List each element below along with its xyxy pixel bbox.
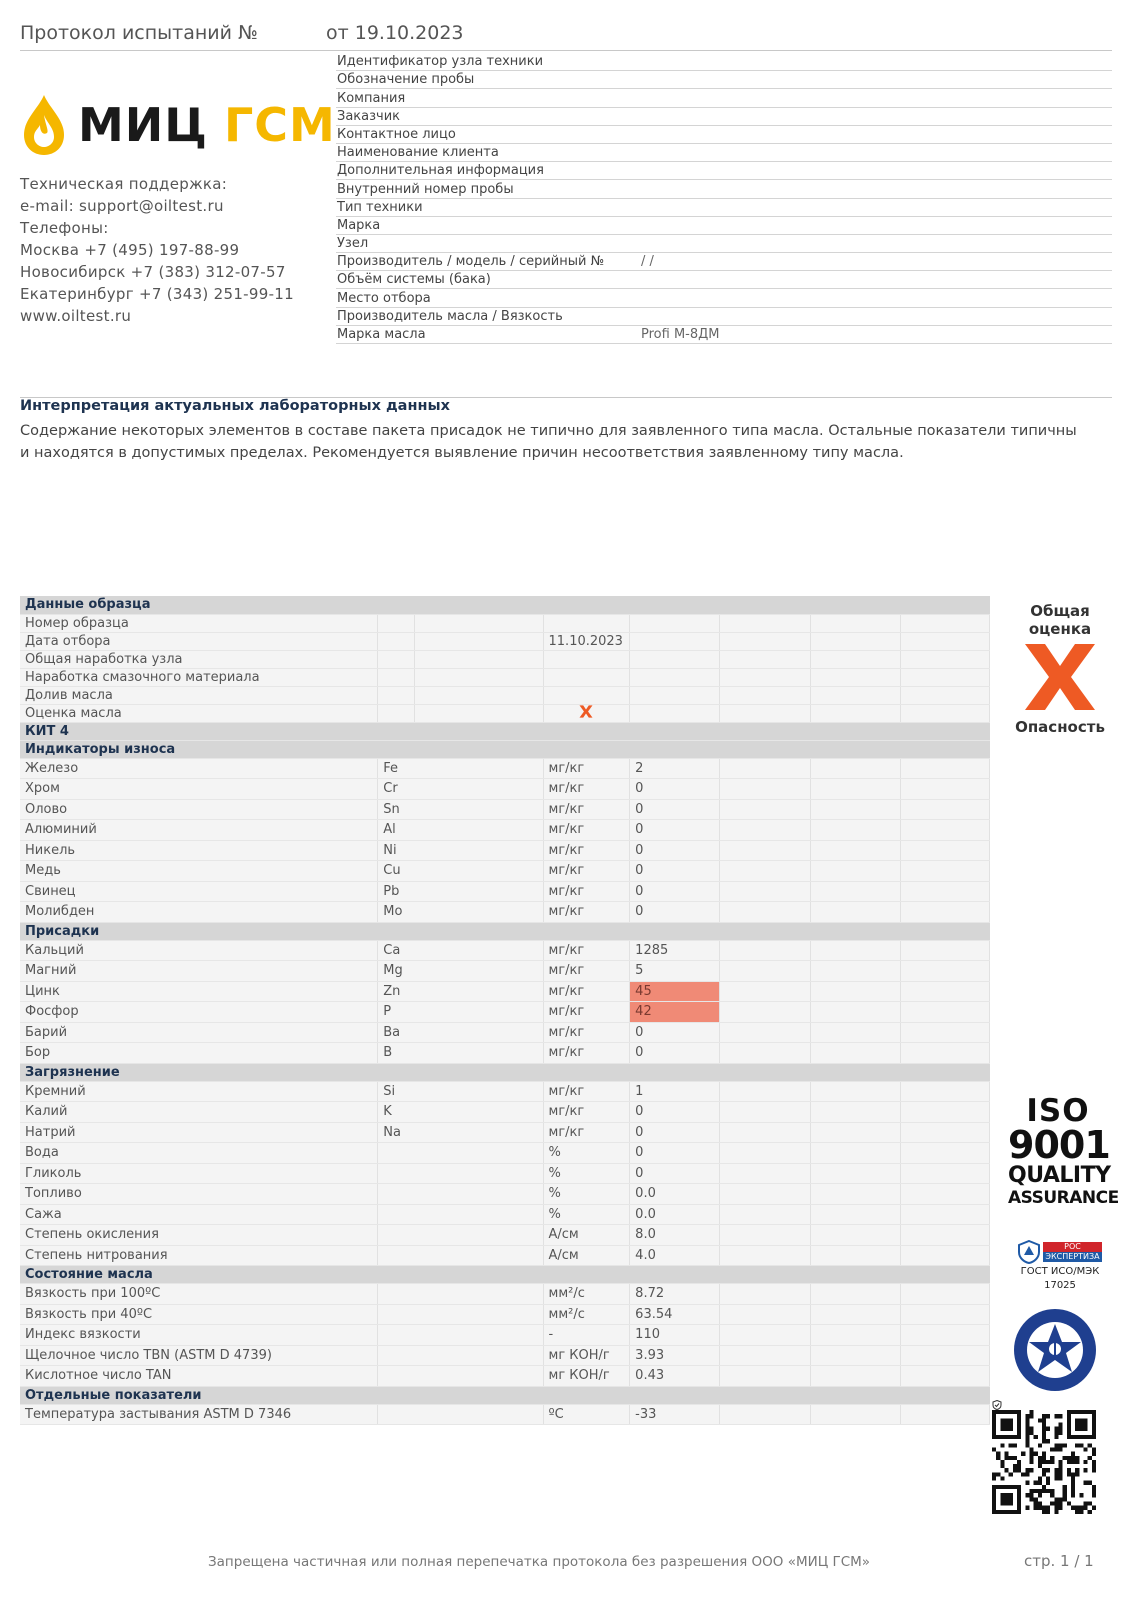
row-symbol: B [378,1043,414,1064]
row-unit: % [543,1163,630,1184]
row-label: Цинк [20,981,378,1002]
ros-shield-icon [1018,1240,1040,1264]
row-unit: мм²/с [543,1284,630,1305]
info-label: Дополнительная информация [337,163,544,179]
info-row [336,180,1112,198]
row-label: Алюминий [20,820,378,841]
phone-ekaterinburg[interactable]: Екатеринбург +7 (343) 251-99-11 [20,285,294,303]
row-symbol [378,1345,414,1366]
row-value: 8.0 [630,1225,720,1246]
info-row [336,108,1112,126]
row-label: Степень окисления [20,1225,378,1246]
section-header [20,740,990,758]
row-symbol: Zn [378,981,414,1002]
info-row [336,271,1112,289]
row-value: 0 [630,1022,720,1043]
overall-assessment [1000,602,1120,736]
overall-assessment-title: Общая оценка [1028,602,1092,638]
lab-results-table [20,596,990,1425]
row-value: 0 [630,779,720,800]
row-unit: мг/кг [543,940,630,961]
table-row [20,1081,990,1102]
row-unit: мг/кг [543,779,630,800]
table-row [20,1122,990,1143]
row-symbol: Al [378,820,414,841]
footer-copyright-notice: Запрещена частичная или полная перепечатка протокола без разрешения ООО «МИЦ ГСМ» [208,1554,871,1570]
info-label: Внутренний номер пробы [337,181,514,197]
kit-header-cell: КИТ 4 [20,722,990,740]
row-value: 11.10.2023 [543,632,630,650]
protocol-date: от 19.10.2023 [326,22,464,44]
table-row [20,758,990,779]
row-unit: A/см [543,1225,630,1246]
info-row [336,217,1112,235]
info-label: Заказчик [337,108,401,124]
interpretation-line: и находятся в допустимых пределах. Рекомендуется выявление причин несоответствия заявленному типу масла. [20,445,904,461]
row-label: Олово [20,799,378,820]
info-row [336,53,1112,71]
row-unit: мг/кг [543,902,630,923]
phone-novosibirsk[interactable]: Новосибирск +7 (383) 312-07-57 [20,263,286,281]
row-symbol [378,1163,414,1184]
row-unit: мм²/с [543,1304,630,1325]
row-symbol [378,1325,414,1346]
row-symbol: P [378,1002,414,1023]
row-label: Хром [20,779,378,800]
table-row [20,1345,990,1366]
row-unit: мг/кг [543,820,630,841]
section-header-cell: Присадки [20,922,990,940]
info-row [336,71,1112,89]
row-symbol [378,1184,414,1205]
table-row [20,1143,990,1164]
row-symbol: Mo [378,902,414,923]
row-symbol: Ca [378,940,414,961]
maritime-register-seal-icon [1012,1307,1098,1393]
row-unit: - [543,1325,630,1346]
row-label: Магний [20,961,378,982]
row-label: Вязкость при 40ºC [20,1304,378,1325]
table-row [20,614,990,632]
row-value: 0 [630,840,720,861]
phone-moscow[interactable]: Москва +7 (495) 197-88-99 [20,241,240,259]
table-row [20,1404,990,1425]
row-unit: мг/кг [543,1081,630,1102]
page-number: стр. 1 / 1 [1024,1552,1094,1570]
row-label: Вода [20,1143,378,1164]
row-value: 0 [630,799,720,820]
row-label: Сажа [20,1204,378,1225]
table-row [20,961,990,982]
table-row [20,1304,990,1325]
section-header-cell: Отдельные показатели [20,1386,990,1404]
row-unit: мг/кг [543,758,630,779]
section-header [20,1063,990,1081]
row-value: 45 [630,981,720,1002]
table-row [20,668,990,686]
info-row [336,199,1112,217]
row-label: Бор [20,1043,378,1064]
table-row [20,1043,990,1064]
row-label: Индекс вязкости [20,1325,378,1346]
row-value: 0 [630,1102,720,1123]
info-label: Производитель / модель / серийный № [337,254,605,270]
row-unit: % [543,1184,630,1205]
row-value: 0 [630,902,720,923]
row-symbol [378,1284,414,1305]
info-label: Наименование клиента [337,145,499,161]
row-value: 3.93 [630,1345,720,1366]
info-value: Profi М-8ДМ [641,327,720,342]
info-label: Тип техники [337,199,423,215]
section-header [20,1266,990,1284]
ros-expertiza-badge: РОС ЭКСПЕРТИЗА ГОСТ ИСО/МЭК 17025 [1010,1240,1110,1292]
row-label: Молибден [20,902,378,923]
iso-9001-badge: ISO 9001 QUALITY ASSURANCE [1008,1093,1119,1208]
table-row [20,981,990,1002]
table-row [20,1366,990,1387]
row-label: Оценка масла [20,704,378,722]
row-unit: мг КОН/г [543,1366,630,1387]
row-value: 110 [630,1325,720,1346]
row-symbol: Na [378,1122,414,1143]
table-row [20,632,990,650]
row-symbol: K [378,1102,414,1123]
table-row [20,902,990,923]
section-header-cell: Индикаторы износа [20,740,990,758]
row-value: 1 [630,1081,720,1102]
info-label: Производитель масла / Вязкость [337,308,563,324]
row-symbol: Fe [378,758,414,779]
table-row [20,779,990,800]
info-row [336,144,1112,162]
table-row [20,1102,990,1123]
website-link[interactable]: www.oiltest.ru [20,307,132,325]
row-label: Долив масла [20,686,378,704]
row-value: 0.0 [630,1184,720,1205]
row-value: 0 [630,1163,720,1184]
row-value [543,686,630,704]
logo-text-gsm: ГСМ [223,98,336,152]
section-header [20,922,990,940]
row-unit: % [543,1143,630,1164]
row-label: Никель [20,840,378,861]
info-row [336,326,1112,344]
support-title: Техническая поддержка: [20,175,228,193]
interpretation-line: Содержание некоторых элементов в составе пакета присадок не типично для заявленного типа масла. Остальные показатели типичны [20,423,1077,439]
row-symbol: Cu [378,861,414,882]
row-symbol [378,1304,414,1325]
table-row [20,1284,990,1305]
verification-qr[interactable] [992,1400,1106,1518]
row-label: Кальций [20,940,378,961]
row-symbol: Ba [378,1022,414,1043]
row-label: Общая наработка узла [20,650,378,668]
row-value: 0 [630,881,720,902]
row-symbol [378,1204,414,1225]
table-row [20,940,990,961]
danger-x-icon [1023,642,1097,712]
table-row [20,686,990,704]
row-label: Щелочное число TBN (ASTM D 4739) [20,1345,378,1366]
shield-check-icon [992,1400,1002,1410]
phones-label: Телефоны: [20,219,109,237]
info-row [336,162,1112,180]
sample-info-table [336,53,1112,344]
row-value [543,650,630,668]
company-logo [20,92,336,158]
row-unit: мг/кг [543,1022,630,1043]
info-row [336,89,1112,107]
info-row [336,126,1112,144]
row-unit: мг/кг [543,861,630,882]
support-block [20,173,294,327]
danger-x-small-icon [579,705,593,718]
row-label: Топливо [20,1184,378,1205]
interpretation-title: Интерпретация актуальных лабораторных данных [20,398,450,414]
row-symbol: Mg [378,961,414,982]
row-symbol: Sn [378,799,414,820]
row-label: Вязкость при 100ºC [20,1284,378,1305]
row-unit: мг КОН/г [543,1345,630,1366]
row-value: 0 [630,1043,720,1064]
info-row [336,235,1112,253]
row-label: Наработка смазочного материала [20,668,378,686]
row-label: Температура застывания ASTM D 7346 [20,1404,378,1425]
table-row [20,820,990,841]
row-symbol [378,1366,414,1387]
support-email[interactable]: e-mail: support@oiltest.ru [20,197,224,215]
row-unit: мг/кг [543,881,630,902]
row-unit: мг/кг [543,1122,630,1143]
row-label: Свинец [20,881,378,902]
section-header [20,596,990,614]
row-unit: мг/кг [543,981,630,1002]
row-label: Натрий [20,1122,378,1143]
row-label: Медь [20,861,378,882]
row-value: 0 [630,861,720,882]
info-label: Идентификатор узла техники [337,54,544,70]
info-label: Марка [337,217,381,233]
row-unit: ºC [543,1404,630,1425]
row-symbol: Si [378,1081,414,1102]
table-row [20,1002,990,1023]
qr-code-icon[interactable] [992,1410,1096,1514]
row-value: 1285 [630,940,720,961]
row-label: Степень нитрования [20,1245,378,1266]
row-value: 0 [630,1143,720,1164]
row-unit: A/см [543,1245,630,1266]
row-symbol [378,1404,414,1425]
row-value: 42 [630,1002,720,1023]
row-label: Дата отбора [20,632,378,650]
section-header-cell: Данные образца [20,596,990,614]
section-header-cell: Состояние масла [20,1266,990,1284]
row-value: -33 [630,1404,720,1425]
info-value: / / [641,254,654,270]
row-label: Кислотное число TAN [20,1366,378,1387]
row-label: Железо [20,758,378,779]
info-label: Компания [337,90,406,106]
table-row [20,650,990,668]
logo-text-mic: МИЦ [78,98,208,152]
row-value: 2 [630,758,720,779]
info-label: Контактное лицо [337,126,456,142]
row-label: Фосфор [20,1002,378,1023]
info-label: Узел [337,236,369,252]
row-label: Гликоль [20,1163,378,1184]
table-row [20,1204,990,1225]
header-divider [20,50,1112,51]
row-value: 0.0 [630,1204,720,1225]
row-label: Барий [20,1022,378,1043]
row-value [543,668,630,686]
interpretation-text [20,420,1100,464]
row-label: Калий [20,1102,378,1123]
table-row [20,799,990,820]
table-row [20,861,990,882]
section-header [20,1386,990,1404]
flame-drop-icon [20,93,68,157]
table-row [20,840,990,861]
info-row [336,308,1112,326]
table-row [20,704,990,722]
table-row [20,1325,990,1346]
info-label: Объём системы (бака) [337,272,491,288]
table-row [20,881,990,902]
row-unit: мг/кг [543,961,630,982]
overall-assessment-status: Опасность [1015,718,1105,736]
row-value: 0 [630,820,720,841]
row-unit: мг/кг [543,1102,630,1123]
row-value: 63.54 [630,1304,720,1325]
table-row [20,1022,990,1043]
row-unit: мг/кг [543,1002,630,1023]
row-symbol: Ni [378,840,414,861]
row-value: 0 [630,1122,720,1143]
row-label: Номер образца [20,614,378,632]
table-row [20,1245,990,1266]
row-symbol: Pb [378,881,414,902]
info-row [336,253,1112,271]
row-value [543,704,630,722]
info-row [336,289,1112,307]
section-header-cell: Загрязнение [20,1063,990,1081]
table-row [20,1163,990,1184]
row-value: 4.0 [630,1245,720,1266]
row-symbol [378,1245,414,1266]
info-label: Обозначение пробы [337,72,475,88]
row-unit: мг/кг [543,1043,630,1064]
kit-header [20,722,990,740]
row-value: 0.43 [630,1366,720,1387]
row-label: Кремний [20,1081,378,1102]
row-unit: мг/кг [543,799,630,820]
info-label: Место отбора [337,290,431,306]
row-unit: % [543,1204,630,1225]
row-symbol [378,1143,414,1164]
row-unit: мг/кг [543,840,630,861]
row-value: 5 [630,961,720,982]
info-label: Марка масла [337,327,426,342]
table-row [20,1225,990,1246]
table-row [20,1184,990,1205]
protocol-title: Протокол испытаний № [20,22,258,44]
row-value: 8.72 [630,1284,720,1305]
row-symbol: Cr [378,779,414,800]
row-value [543,614,630,632]
row-symbol [378,1225,414,1246]
